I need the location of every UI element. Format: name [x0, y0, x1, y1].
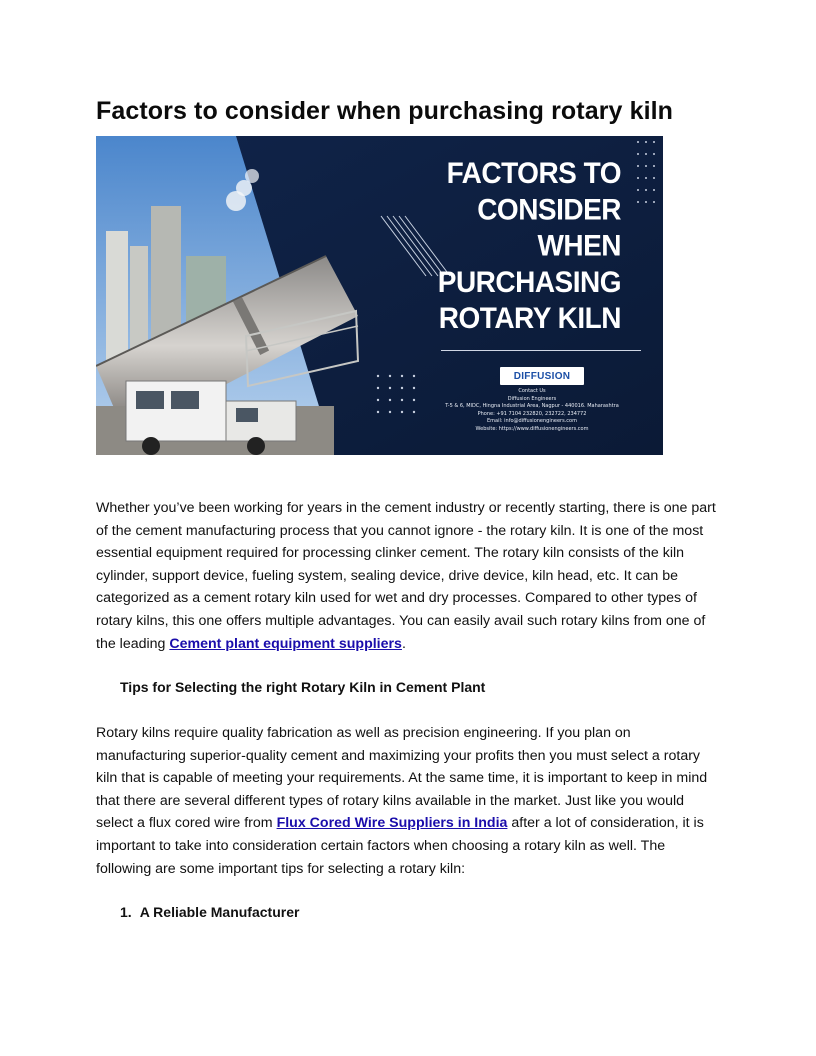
tips-text: Rotary kilns require quality fabrication as well as precision engineering. If you plan on manufacturing superior-quality cement and maximizing your profits then you must select a rotary kiln that is capable of meeting your requirements. At the same time, it is important to keep in mind that there are several different types of rotary kilns available in the market. Just like you would select a flux cored wire from — [96, 725, 708, 832]
logo-text: DIFFUSION — [513, 370, 571, 382]
hero-title-line: CONSIDER — [477, 192, 621, 226]
intro-text-end: . — [401, 635, 406, 652]
contact-line: Phone: +91 7104 232820, 232722, 234772 — [477, 410, 587, 417]
contact-line: Diffusion Engineers — [507, 395, 557, 402]
flux-cored-wire-link[interactable]: Flux Cored Wire Suppliers in India — [276, 815, 508, 832]
diffusion-logo — [500, 367, 584, 385]
hero-banner-image — [96, 136, 663, 455]
hero-divider — [441, 350, 641, 351]
hero-title-line: PURCHASING — [437, 265, 621, 298]
cement-plant-equipment-link[interactable]: Cement plant equipment suppliers — [169, 635, 402, 652]
page-title: Factors to consider when purchasing rotary kiln — [96, 97, 674, 125]
intro-paragraph — [96, 497, 722, 655]
hero-contact-block — [442, 388, 622, 434]
hero-title-line: FACTORS TO — [446, 156, 621, 190]
list-item-number: 1. — [120, 904, 132, 920]
tips-subheading: Tips for Selecting the right Rotary Kiln in Cement Plant — [120, 679, 486, 695]
intro-text: Whether you’ve been working for years in the cement industry or recently starting, there is one part of the cement manufacturing process that you cannot ignore - the rotary kiln. It is one of the most essential equipment required for processing clinker cement. The rotary kiln consists of the kiln cylinder, support device, fueling system, sealing device, drive device, kiln head, etc. It can be categorized as a cement rotary kiln used for wet and dry processes. Compared to other types of rotary kilns, this one offers multiple advantages. You can easily avail such rotary kilns from one of the leading — [96, 500, 716, 652]
tips-paragraph — [96, 722, 722, 880]
hero-title-line: ROTARY KILN — [438, 301, 621, 335]
hero-title-line: WHEN — [537, 229, 621, 262]
list-item — [120, 904, 299, 920]
contact-line: T-5 & 6, MIDC, Hingna Industrial Area, Nagpur - 440016. Maharashtra — [445, 403, 619, 410]
hero-title — [438, 156, 621, 337]
list-item-label: A Reliable Manufacturer — [139, 904, 300, 920]
tips-text-end: after a lot of consideration, it is important to take into consideration certain factors when choosing a rotary kiln as well. The following are some important tips for selecting a rotary kiln: — [96, 815, 704, 877]
contact-line: Email: info@diffusionengineers.com — [487, 418, 577, 425]
contact-line: Contact Us — [518, 388, 546, 394]
contact-line: Website: https://www.diffusionengineers.com — [475, 425, 589, 432]
